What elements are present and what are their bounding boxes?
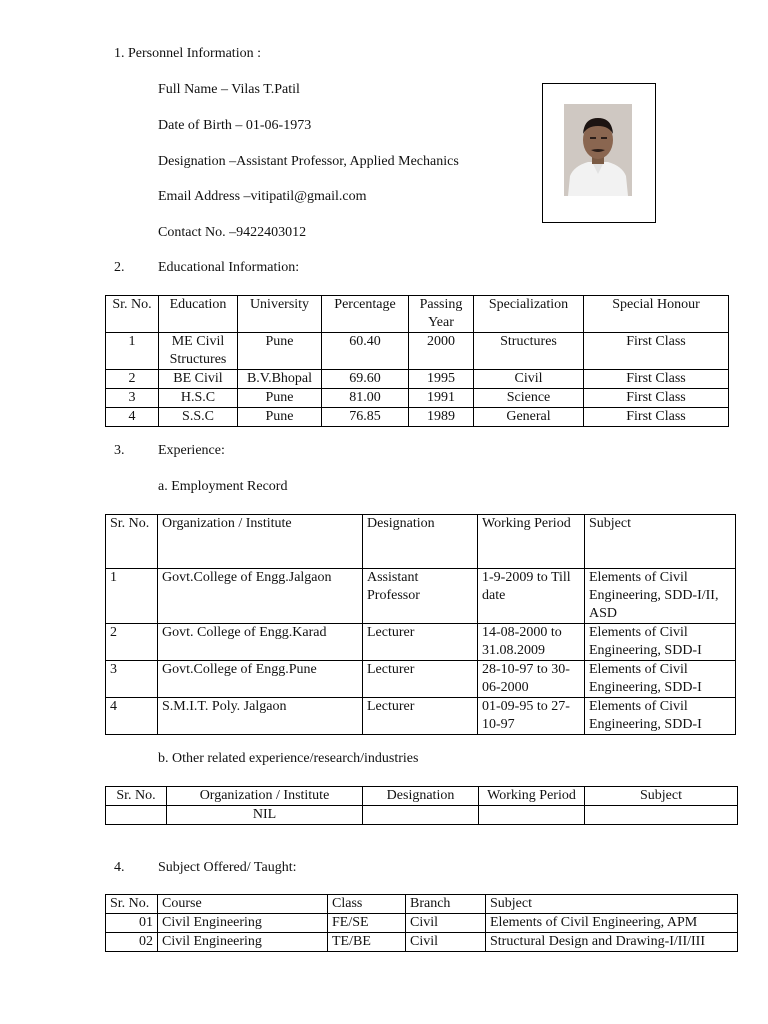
table-row	[106, 933, 738, 952]
header-cell: Course	[158, 895, 328, 914]
table-cell	[585, 806, 738, 825]
header-cell: Class	[328, 895, 406, 914]
table-cell: 81.00	[322, 389, 409, 408]
table-cell: Elements of Civil Engineering, SDD-I/II, ASD	[585, 569, 736, 624]
table-header-row	[106, 296, 729, 333]
table-cell: First Class	[584, 408, 729, 427]
full-name: Full Name – Vilas T.Patil	[158, 82, 300, 97]
table-row	[106, 408, 729, 427]
table-row	[106, 370, 729, 389]
table-cell: First Class	[584, 389, 729, 408]
header-cell: Subject	[486, 895, 738, 914]
other-experience-table	[105, 786, 738, 825]
table-cell: Govt.College of Engg.Pune	[158, 661, 363, 698]
table-cell: Elements of Civil Engineering, SDD-I	[585, 698, 736, 735]
table-cell: B.V.Bhopal	[238, 370, 322, 389]
table-cell: 3	[106, 389, 159, 408]
table-cell: Elements of Civil Engineering, SDD-I	[585, 661, 736, 698]
table-cell: Assistant Professor	[363, 569, 478, 624]
table-cell: 2	[106, 624, 158, 661]
table-cell: 28-10-97 to 30-06-2000	[478, 661, 585, 698]
table-row	[106, 914, 738, 933]
table-cell: 02	[106, 933, 158, 952]
header-cell: Sr. No.	[106, 296, 159, 333]
table-cell: First Class	[584, 370, 729, 389]
table-cell: 1	[106, 569, 158, 624]
header-cell: Working Period	[478, 515, 585, 569]
header-cell: Working Period	[479, 787, 585, 806]
table-row	[106, 698, 736, 735]
other-experience-heading: b. Other related experience/research/industries	[158, 751, 419, 766]
table-row	[106, 624, 736, 661]
table-cell	[106, 806, 167, 825]
table-cell: NIL	[167, 806, 363, 825]
table-cell: 1995	[409, 370, 474, 389]
table-cell: 2	[106, 370, 159, 389]
header-cell: Percentage	[322, 296, 409, 333]
table-cell: 1991	[409, 389, 474, 408]
table-row	[106, 806, 738, 825]
table-header-row	[106, 895, 738, 914]
table-cell: TE/BE	[328, 933, 406, 952]
table-cell: Lecturer	[363, 698, 478, 735]
table-cell: H.S.C	[159, 389, 238, 408]
table-cell: 2000	[409, 333, 474, 370]
table-cell: Civil	[406, 914, 486, 933]
header-cell: Sr. No.	[106, 895, 158, 914]
table-cell: Pune	[238, 389, 322, 408]
header-cell: Sr. No.	[106, 787, 167, 806]
table-cell: 14-08-2000 to 31.08.2009	[478, 624, 585, 661]
section3-heading: Experience:	[158, 443, 225, 458]
photo-frame	[542, 83, 656, 223]
education-table	[105, 295, 729, 427]
email-address: Email Address –vitipatil@gmail.com	[158, 189, 367, 204]
table-cell: Civil	[406, 933, 486, 952]
table-cell: Pune	[238, 408, 322, 427]
designation: Designation –Assistant Professor, Applied Mechanics	[158, 154, 459, 169]
header-cell: Special Honour	[584, 296, 729, 333]
table-cell: General	[474, 408, 584, 427]
table-cell: Elements of Civil Engineering, APM	[486, 914, 738, 933]
table-cell	[363, 806, 479, 825]
header-cell: Passing Year	[409, 296, 474, 333]
table-row	[106, 389, 729, 408]
subjects-table	[105, 894, 738, 952]
section3-number: 3.	[114, 443, 125, 458]
table-cell	[479, 806, 585, 825]
section2-number: 2.	[114, 260, 125, 275]
header-cell: Education	[159, 296, 238, 333]
table-cell: S.M.I.T. Poly. Jalgaon	[158, 698, 363, 735]
table-cell: 60.40	[322, 333, 409, 370]
table-cell: 01-09-95 to 27-10-97	[478, 698, 585, 735]
table-cell: Govt.College of Engg.Jalgaon	[158, 569, 363, 624]
table-cell: Structural Design and Drawing-I/II/III	[486, 933, 738, 952]
table-cell: Pune	[238, 333, 322, 370]
table-cell: 1989	[409, 408, 474, 427]
header-cell: Organization / Institute	[158, 515, 363, 569]
table-cell: S.S.C	[159, 408, 238, 427]
table-cell: 1	[106, 333, 159, 370]
table-cell: 76.85	[322, 408, 409, 427]
table-cell: First Class	[584, 333, 729, 370]
table-cell: 1-9-2009 to Till date	[478, 569, 585, 624]
table-cell: Civil Engineering	[158, 933, 328, 952]
table-row	[106, 333, 729, 370]
table-cell: 4	[106, 408, 159, 427]
table-cell: 01	[106, 914, 158, 933]
table-cell: Govt. College of Engg.Karad	[158, 624, 363, 661]
header-cell: Designation	[363, 787, 479, 806]
header-cell: Subject	[585, 787, 738, 806]
contact-number: Contact No. –9422403012	[158, 225, 307, 240]
header-cell: Designation	[363, 515, 478, 569]
table-header-row	[106, 787, 738, 806]
header-cell: Sr. No.	[106, 515, 158, 569]
section2-heading: Educational Information:	[158, 260, 300, 275]
employment-record-heading: a. Employment Record	[158, 479, 288, 494]
header-cell: Organization / Institute	[167, 787, 363, 806]
table-cell: Civil	[474, 370, 584, 389]
table-cell: 3	[106, 661, 158, 698]
table-cell: Lecturer	[363, 624, 478, 661]
date-of-birth: Date of Birth – 01-06-1973	[158, 118, 312, 133]
header-cell: Subject	[585, 515, 736, 569]
table-cell: Elements of Civil Engineering, SDD-I	[585, 624, 736, 661]
table-cell: Structures	[474, 333, 584, 370]
employment-table	[105, 514, 736, 735]
table-row	[106, 661, 736, 698]
table-header-row	[106, 515, 736, 569]
table-cell: 69.60	[322, 370, 409, 389]
table-row	[106, 569, 736, 624]
header-cell: Branch	[406, 895, 486, 914]
section4-heading: Subject Offered/ Taught:	[158, 860, 297, 875]
table-cell: BE Civil	[159, 370, 238, 389]
header-cell: University	[238, 296, 322, 333]
table-cell: 4	[106, 698, 158, 735]
section4-number: 4.	[114, 860, 125, 875]
person-photo-icon	[564, 104, 632, 196]
table-cell: ME Civil Structures	[159, 333, 238, 370]
table-cell: Civil Engineering	[158, 914, 328, 933]
table-cell: Lecturer	[363, 661, 478, 698]
section1-heading: 1. Personnel Information :	[114, 46, 261, 61]
table-cell: Science	[474, 389, 584, 408]
table-cell: FE/SE	[328, 914, 406, 933]
header-cell: Specialization	[474, 296, 584, 333]
